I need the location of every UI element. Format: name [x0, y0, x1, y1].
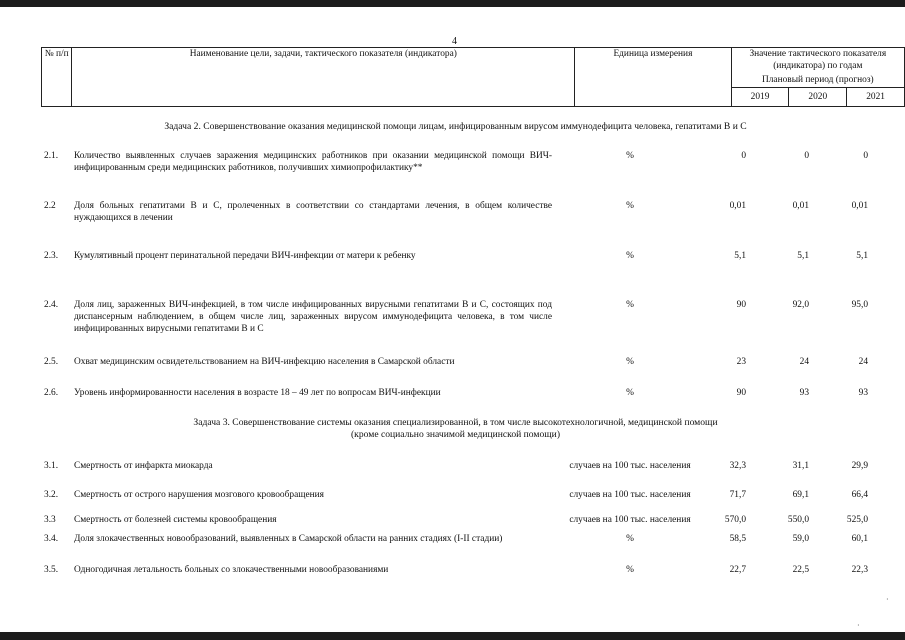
- page-number: 4: [452, 36, 457, 47]
- row-indicator: Одногодичная летальность больных со злокачественными новообразованиями: [74, 565, 389, 575]
- row-number: 2.1.: [44, 151, 59, 161]
- row-value-2020: 5,1: [797, 251, 809, 261]
- row-value-2021: 525,0: [846, 515, 868, 525]
- header-unit-column: Единица измерения: [575, 48, 731, 107]
- scan-speck: ·: [886, 595, 889, 604]
- row-value-2020: 22,5: [792, 565, 809, 575]
- row-number: 3.4.: [44, 534, 59, 544]
- row-number: 2.2: [44, 201, 56, 211]
- row-unit: случаев на 100 тыс. населения: [569, 461, 691, 471]
- row-value-2020: 0: [804, 151, 809, 161]
- row-value-2020: 550,0: [787, 515, 809, 525]
- row-number: 2.5.: [44, 357, 59, 367]
- header-name-column: Наименование цели, задачи, тактического показателя (индикатора): [72, 48, 575, 107]
- row-value-2021: 95,0: [851, 300, 868, 310]
- row-indicator: Доля лиц, зараженных ВИЧ-инфекцией, в том числе инфицированных вирусными гепатитами В и С, состоящих под диспансерным наблюдением, в общем числе лиц, зараженных вирусом иммунодефицита человека, в том числе инфицированных вирусными гепатитами В и С: [74, 300, 552, 334]
- row-value-2020: 92,0: [792, 300, 809, 310]
- row-value-2021: 0,01: [851, 201, 868, 211]
- row-value-2019: 23: [736, 357, 746, 367]
- row-value-2020: 24: [799, 357, 809, 367]
- header-year-2020: 2020: [789, 87, 847, 106]
- row-indicator: Кумулятивный процент перинатальной передачи ВИЧ-инфекции от матери к ребенку: [74, 251, 416, 261]
- row-number: 3.5.: [44, 565, 59, 575]
- row-value-2019: 90: [736, 388, 746, 398]
- row-indicator: Смертность от инфаркта миокарда: [74, 461, 213, 471]
- scan-speck: ·: [857, 621, 860, 630]
- row-value-2020: 0,01: [792, 201, 809, 211]
- row-indicator: Смертность от болезней системы кровообращения: [74, 515, 277, 525]
- row-unit: %: [626, 565, 634, 575]
- row-value-2019: 90: [736, 300, 746, 310]
- row-value-2020: 31,1: [792, 461, 809, 471]
- row-unit: %: [626, 357, 634, 367]
- row-unit: %: [626, 388, 634, 398]
- row-unit: случаев на 100 тыс. населения: [569, 490, 691, 500]
- row-value-2019: 22,7: [729, 565, 746, 575]
- row-unit: %: [626, 251, 634, 261]
- row-unit: %: [626, 300, 634, 310]
- row-number: 3.2.: [44, 490, 59, 500]
- task-3-heading: Задача 3. Совершенствование системы оказания специализированной, в том числе высокотехнологичной, медицинской помощи: [193, 417, 718, 428]
- row-unit: %: [626, 201, 634, 211]
- row-value-2019: 5,1: [734, 251, 746, 261]
- row-unit: %: [626, 151, 634, 161]
- row-value-2021: 93: [858, 388, 868, 398]
- row-value-2019: 58,5: [729, 534, 746, 544]
- row-value-2019: 570,0: [724, 515, 746, 525]
- row-value-2021: 0: [863, 151, 868, 161]
- row-number: 2.6.: [44, 388, 59, 398]
- row-unit: %: [626, 534, 634, 544]
- row-indicator: Количество выявленных случаев заражения медицинских работников при оказании медицинской помощи ВИЧ-инфицированным среди медицинских работников, получивших химиопрофилактику**: [74, 151, 552, 173]
- row-indicator: Охват медицинским освидетельствованием на ВИЧ-инфекцию населения в Самарской области: [74, 357, 455, 367]
- row-number: 2.4.: [44, 300, 59, 310]
- table-header: [41, 47, 905, 107]
- row-indicator: Смертность от острого нарушения мозгового кровообращения: [74, 490, 324, 500]
- row-value-2019: 0: [741, 151, 746, 161]
- bottom-scan-border: [0, 632, 905, 640]
- row-indicator: Уровень информированности населения в возрасте 18 – 49 лет по вопросам ВИЧ-инфекции: [74, 388, 441, 398]
- row-value-2021: 24: [858, 357, 868, 367]
- row-unit: случаев на 100 тыс. населения: [569, 515, 691, 525]
- row-value-2019: 32,3: [729, 461, 746, 471]
- row-number: 3.1.: [44, 461, 59, 471]
- header-plan-period: Плановый период (прогноз): [731, 75, 904, 87]
- top-scan-border: [0, 0, 905, 7]
- row-number: 2.3.: [44, 251, 59, 261]
- row-value-2019: 71,7: [729, 490, 746, 500]
- header-number-column: № п/п: [42, 48, 72, 107]
- row-value-2020: 59,0: [792, 534, 809, 544]
- row-value-2021: 22,3: [851, 565, 868, 575]
- row-value-2019: 0,01: [729, 201, 746, 211]
- row-number: 3.3: [44, 515, 56, 525]
- row-value-2020: 93: [799, 388, 809, 398]
- row-value-2020: 69,1: [792, 490, 809, 500]
- header-year-2019: 2019: [731, 87, 789, 106]
- header-value-column: Значение тактического показателя (индикатора) по годам: [731, 48, 904, 75]
- row-indicator: Доля больных гепатитами В и С, пролеченных в соответствии со стандартами лечения, в общем количестве нуждающихся в лечении: [74, 201, 552, 223]
- row-value-2021: 60,1: [851, 534, 868, 544]
- row-value-2021: 29,9: [851, 461, 868, 471]
- header-year-2021: 2021: [847, 87, 905, 106]
- row-indicator: Доля злокачественных новообразований, выявленных в Самарской области на ранних стадиях (I-II стадии): [74, 534, 503, 544]
- task-3-heading-continuation: (кроме социально значимой медицинской помощи): [350, 429, 561, 440]
- row-value-2021: 66,4: [851, 490, 868, 500]
- task-2-heading: Задача 2. Совершенствование оказания медицинской помощи лицам, инфицированным вирусом иммунодефицита человека, гепатитами В и С: [164, 121, 747, 132]
- row-value-2021: 5,1: [856, 251, 868, 261]
